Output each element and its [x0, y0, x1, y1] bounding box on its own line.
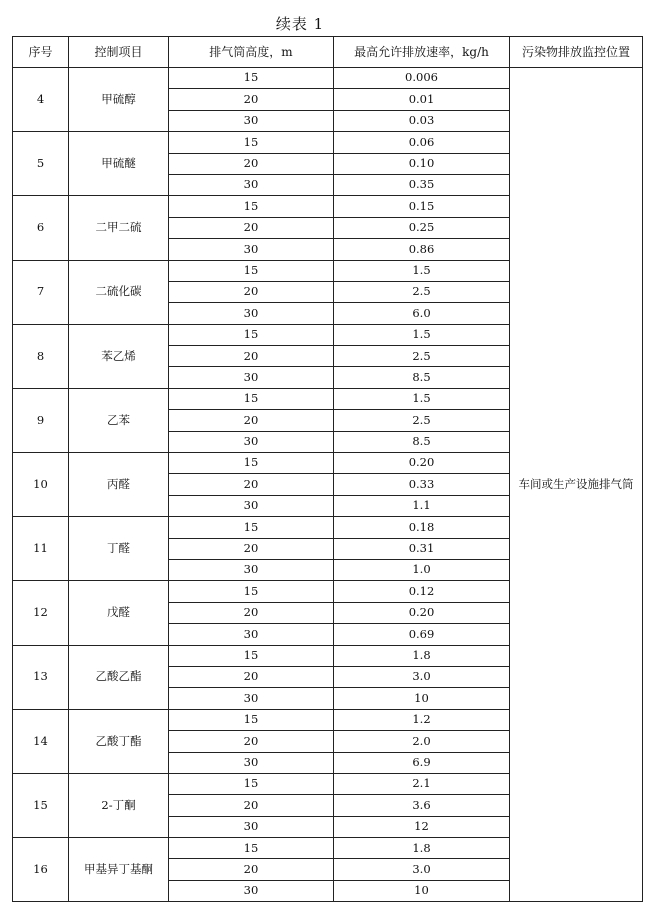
emission-rate: 10: [334, 880, 510, 901]
stack-height: 15: [169, 453, 334, 474]
stack-height: 30: [169, 559, 334, 580]
stack-height: 20: [169, 217, 334, 238]
header-location: 污染物排放监控位置: [510, 37, 643, 68]
stack-height: 30: [169, 752, 334, 773]
table-row: [13, 68, 643, 89]
header-height: 排气筒高度，m: [169, 37, 334, 68]
emission-rate: 1.0: [334, 559, 510, 580]
emission-rate: 3.0: [334, 666, 510, 687]
stack-height: 30: [169, 367, 334, 388]
stack-height: 15: [169, 773, 334, 794]
emission-rate: 1.5: [334, 324, 510, 345]
control-item: 乙酸乙酯: [69, 645, 169, 709]
emission-rate: 2.5: [334, 346, 510, 367]
control-item: 乙酸丁酯: [69, 709, 169, 773]
header-rate: 最高允许排放速率，kg/h: [334, 37, 510, 68]
control-item: 乙苯: [69, 388, 169, 452]
stack-height: 15: [169, 709, 334, 730]
control-item: 甲硫醇: [69, 68, 169, 132]
emission-rate: 8.5: [334, 431, 510, 452]
emission-rate: 1.8: [334, 838, 510, 859]
emission-rate: 2.5: [334, 410, 510, 431]
stack-height: 20: [169, 153, 334, 174]
emission-rate: 0.86: [334, 239, 510, 260]
emission-rate: 0.69: [334, 624, 510, 645]
control-item: 丁醛: [69, 517, 169, 581]
table-title: 续表 1: [275, 15, 325, 33]
header-no: 序号: [13, 37, 69, 68]
row-number: 9: [13, 388, 69, 452]
emission-rate: 0.10: [334, 153, 510, 174]
stack-height: 30: [169, 624, 334, 645]
emission-rate: 0.20: [334, 453, 510, 474]
emission-rate: 1.5: [334, 260, 510, 281]
stack-height: 30: [169, 110, 334, 131]
emission-rate: 1.2: [334, 709, 510, 730]
emission-rate: 3.6: [334, 795, 510, 816]
monitor-location: 车间或生产设施排气筒: [510, 68, 643, 902]
header-row: [13, 37, 643, 68]
stack-height: 15: [169, 581, 334, 602]
stack-height: 30: [169, 239, 334, 260]
stack-height: 15: [169, 645, 334, 666]
emission-rate: 0.03: [334, 110, 510, 131]
row-number: 7: [13, 260, 69, 324]
stack-height: 15: [169, 132, 334, 153]
stack-height: 30: [169, 431, 334, 452]
stack-height: 30: [169, 816, 334, 837]
control-item: 二硫化碳: [69, 260, 169, 324]
stack-height: 20: [169, 281, 334, 302]
row-number: 13: [13, 645, 69, 709]
control-item: 二甲二硫: [69, 196, 169, 260]
stack-height: 30: [169, 688, 334, 709]
stack-height: 15: [169, 517, 334, 538]
emission-rate: 0.31: [334, 538, 510, 559]
row-number: 12: [13, 581, 69, 645]
header-item: 控制项目: [69, 37, 169, 68]
emission-rate: 0.01: [334, 89, 510, 110]
emission-rate: 0.15: [334, 196, 510, 217]
stack-height: 15: [169, 260, 334, 281]
emission-rate: 12: [334, 816, 510, 837]
table-body: [13, 68, 643, 902]
row-number: 10: [13, 453, 69, 517]
control-item: 甲硫醚: [69, 132, 169, 196]
stack-height: 20: [169, 346, 334, 367]
emission-rate: 2.5: [334, 281, 510, 302]
stack-height: 20: [169, 795, 334, 816]
emission-rate: 10: [334, 688, 510, 709]
emission-rate: 1.5: [334, 388, 510, 409]
control-item: 甲基异丁基酮: [69, 838, 169, 902]
stack-height: 20: [169, 474, 334, 495]
row-number: 14: [13, 709, 69, 773]
emission-rate: 0.18: [334, 517, 510, 538]
emission-rate: 2.1: [334, 773, 510, 794]
emission-rate: 1.1: [334, 495, 510, 516]
stack-height: 20: [169, 538, 334, 559]
emission-rate: 2.0: [334, 731, 510, 752]
stack-height: 30: [169, 303, 334, 324]
row-number: 4: [13, 68, 69, 132]
control-item: 戊醛: [69, 581, 169, 645]
stack-height: 20: [169, 89, 334, 110]
row-number: 8: [13, 324, 69, 388]
control-item: 2-丁酮: [69, 773, 169, 837]
stack-height: 15: [169, 68, 334, 89]
emission-rate: 0.25: [334, 217, 510, 238]
emission-rate: 8.5: [334, 367, 510, 388]
emission-rate: 0.06: [334, 132, 510, 153]
row-number: 5: [13, 132, 69, 196]
emission-rate: 0.20: [334, 602, 510, 623]
row-number: 15: [13, 773, 69, 837]
stack-height: 30: [169, 174, 334, 195]
stack-height: 15: [169, 388, 334, 409]
emission-rate: 0.35: [334, 174, 510, 195]
stack-height: 20: [169, 731, 334, 752]
emission-rate: 6.0: [334, 303, 510, 324]
stack-height: 30: [169, 495, 334, 516]
emission-rate: 6.9: [334, 752, 510, 773]
row-number: 16: [13, 838, 69, 902]
stack-height: 30: [169, 880, 334, 901]
row-number: 11: [13, 517, 69, 581]
control-item: 苯乙烯: [69, 324, 169, 388]
emission-rate: 0.33: [334, 474, 510, 495]
stack-height: 20: [169, 410, 334, 431]
stack-height: 20: [169, 602, 334, 623]
stack-height: 20: [169, 666, 334, 687]
control-item: 丙醛: [69, 453, 169, 517]
stack-height: 15: [169, 324, 334, 345]
stack-height: 20: [169, 859, 334, 880]
row-number: 6: [13, 196, 69, 260]
stack-height: 15: [169, 196, 334, 217]
emission-rate: 0.006: [334, 68, 510, 89]
stack-height: 15: [169, 838, 334, 859]
emission-rate: 3.0: [334, 859, 510, 880]
emission-rate: 0.12: [334, 581, 510, 602]
emission-rate: 1.8: [334, 645, 510, 666]
emission-table: [12, 36, 643, 902]
